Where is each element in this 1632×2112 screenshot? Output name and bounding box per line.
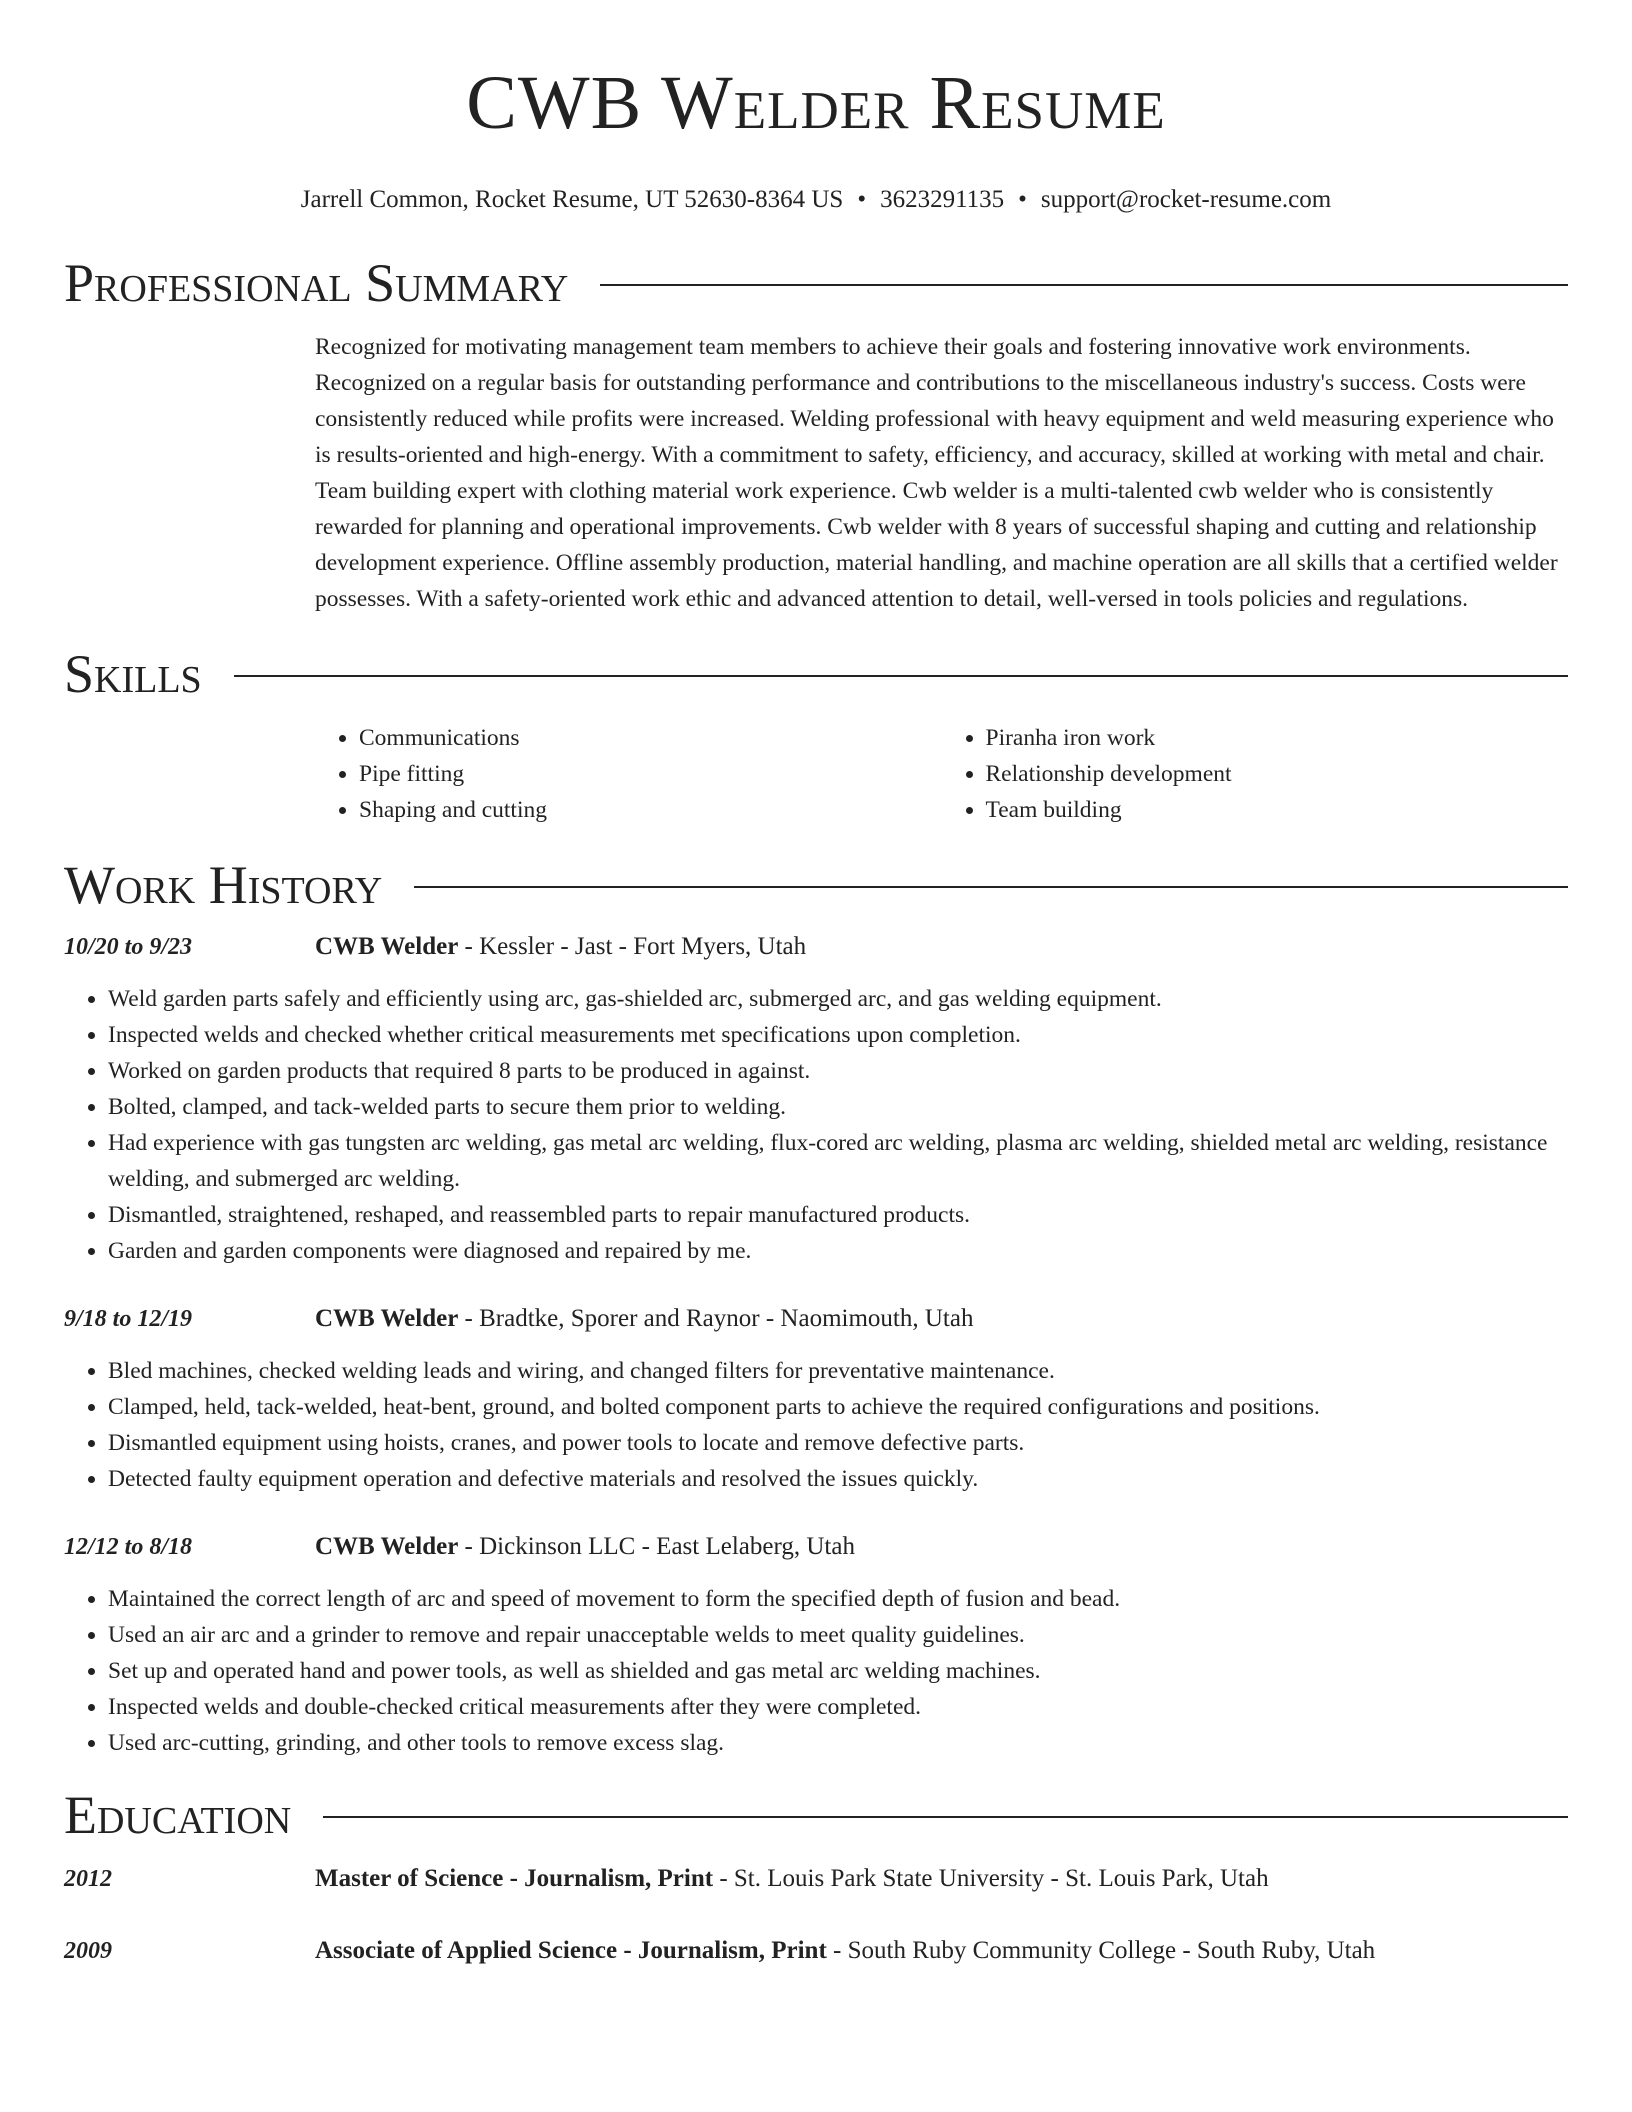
job-bullet: • Set up and operated hand and power tools, as well as shielded and gas metal arc welding machines. bbox=[108, 1653, 1568, 1689]
summary-section-title: Professional Summary bbox=[64, 253, 569, 313]
education-degree: Master of Science - Journalism, Print bbox=[315, 1865, 714, 1892]
job-bullets bbox=[64, 981, 1568, 1269]
job-bullets bbox=[64, 1581, 1568, 1761]
skill-item: • Communications bbox=[359, 720, 942, 756]
job-bullet: • Used an air arc and a grinder to remove and repair unacceptable welds to meet quality guidelines. bbox=[108, 1617, 1568, 1653]
job-bullet: • Inspected welds and double-checked critical measurements after they were completed. bbox=[108, 1689, 1568, 1725]
education-year: 2012 bbox=[64, 1866, 112, 1892]
job-bullet: • Dismantled equipment using hoists, cranes, and power tools to locate and remove defective parts. bbox=[108, 1425, 1568, 1461]
job-bullet: • Worked on garden products that required 8 parts to be produced in against. bbox=[108, 1053, 1568, 1089]
job-heading bbox=[64, 1529, 1568, 1565]
section-divider bbox=[414, 886, 1568, 888]
contact-email: support@rocket-resume.com bbox=[1040, 186, 1332, 213]
education-title-line bbox=[315, 1933, 1375, 1969]
section-divider bbox=[600, 284, 1568, 286]
education-entry bbox=[64, 1861, 1568, 1897]
education-year: 2009 bbox=[64, 1938, 112, 1964]
job-role: CWB Welder bbox=[315, 1305, 459, 1332]
job-heading bbox=[64, 1301, 1568, 1337]
skills-section-header bbox=[64, 642, 1568, 706]
job-employer: - Kessler - Jast - Fort Myers, Utah bbox=[458, 933, 807, 960]
summary-section bbox=[315, 329, 1568, 617]
job-bullet: • Inspected welds and checked whether critical measurements met specifications upon completion. bbox=[108, 1017, 1568, 1053]
skill-item: • Shaping and cutting bbox=[359, 792, 942, 828]
job-heading bbox=[64, 929, 1568, 965]
job-employer: - Dickinson LLC - East Lelaberg, Utah bbox=[458, 1533, 855, 1560]
job-bullet: • Detected faulty equipment operation and defective materials and resolved the issues quickly. bbox=[108, 1461, 1568, 1497]
work-section-title: Work History bbox=[64, 855, 383, 915]
job-dates: 12/12 to 8/18 bbox=[64, 1534, 193, 1560]
job-entry bbox=[64, 1301, 1568, 1497]
summary-section-header bbox=[64, 251, 1568, 315]
job-title-line bbox=[315, 1301, 973, 1337]
job-bullet: • Bled machines, checked welding leads and wiring, and changed filters for preventative maintenance. bbox=[108, 1353, 1568, 1389]
skill-item: • Relationship development bbox=[986, 756, 1569, 792]
summary-text: Recognized for motivating management team members to achieve their goals and fostering innovative work environments. Recognized on a regular basis for outstanding performance and contributions to the miscellaneous industry's success. Costs were consistently reduced while profits were increased. Welding professional with heavy equipment and weld measuring experience who is results-oriented and high-energy. With a commitment to safety, efficiency, and accuracy, skilled at working with metal and chair. Team building expert with clothing material work experience. Cwb welder is a multi-talented cwb welder who is consistently rewarded for planning and operational improvements. Cwb welder with 8 years of successful shaping and cutting and relationship development experience. Offline assembly production, material handling, and machine operation are all skills that a certified welder possesses. With a safety-oriented work ethic and advanced attention to detail, well-versed in tools policies and regulations. bbox=[315, 334, 1558, 612]
education-entry bbox=[64, 1933, 1568, 1969]
skills-section-title: Skills bbox=[64, 644, 202, 704]
education-school: - South Ruby Community College - South Ruby, Utah bbox=[826, 1937, 1376, 1964]
education-section-title: Education bbox=[64, 1785, 292, 1845]
section-divider bbox=[234, 675, 1568, 677]
job-title-line bbox=[315, 1529, 855, 1565]
resume-title: CWB Welder Resume bbox=[466, 61, 1166, 145]
job-bullet: • Dismantled, straightened, reshaped, and reassembled parts to repair manufactured products. bbox=[108, 1197, 1568, 1233]
job-title-line bbox=[315, 929, 806, 965]
skill-item: • Pipe fitting bbox=[359, 756, 942, 792]
job-role: CWB Welder bbox=[315, 1533, 459, 1560]
contact-phone: 3623291135 bbox=[880, 186, 1005, 213]
skills-column-left bbox=[315, 720, 942, 828]
job-dates: 10/20 to 9/23 bbox=[64, 934, 193, 960]
job-bullet: • Used arc-cutting, grinding, and other tools to remove excess slag. bbox=[108, 1725, 1568, 1761]
contact-line bbox=[64, 184, 1568, 216]
contact-separator: • bbox=[1018, 186, 1027, 213]
work-section-header bbox=[64, 853, 1568, 917]
skills-list bbox=[315, 720, 1568, 828]
job-bullets bbox=[64, 1353, 1568, 1497]
education-section-header bbox=[64, 1783, 1568, 1847]
skill-item: • Team building bbox=[986, 792, 1569, 828]
job-bullet: • Had experience with gas tungsten arc welding, gas metal arc welding, flux-cored arc welding, plasma arc welding, shielded metal arc welding, resistance welding, and submerged arc welding. bbox=[108, 1125, 1568, 1197]
skill-item: • Piranha iron work bbox=[986, 720, 1569, 756]
section-divider bbox=[323, 1816, 1568, 1818]
education-degree: Associate of Applied Science - Journalism, Print bbox=[315, 1937, 827, 1964]
contact-address: Jarrell Common, Rocket Resume, UT 52630-8364 US bbox=[300, 186, 844, 213]
job-entry bbox=[64, 1529, 1568, 1761]
job-bullet: • Weld garden parts safely and efficiently using arc, gas-shielded arc, submerged arc, and gas welding equipment. bbox=[108, 981, 1568, 1017]
job-entry bbox=[64, 929, 1568, 1269]
job-bullet: • Bolted, clamped, and tack-welded parts to secure them prior to welding. bbox=[108, 1089, 1568, 1125]
job-role: CWB Welder bbox=[315, 933, 459, 960]
skills-column-right bbox=[942, 720, 1569, 828]
job-dates: 9/18 to 12/19 bbox=[64, 1306, 193, 1332]
job-employer: - Bradtke, Sporer and Raynor - Naomimouth, Utah bbox=[458, 1305, 974, 1332]
education-school: - St. Louis Park State University - St. Louis Park, Utah bbox=[713, 1865, 1269, 1892]
job-bullet: • Maintained the correct length of arc and speed of movement to form the specified depth of fusion and bead. bbox=[108, 1581, 1568, 1617]
contact-separator: • bbox=[857, 186, 867, 213]
job-bullet: • Clamped, held, tack-welded, heat-bent, ground, and bolted component parts to achieve the required configurations and positions. bbox=[108, 1389, 1568, 1425]
education-title-line bbox=[315, 1861, 1269, 1897]
job-bullet: • Garden and garden components were diagnosed and repaired by me. bbox=[108, 1233, 1568, 1269]
